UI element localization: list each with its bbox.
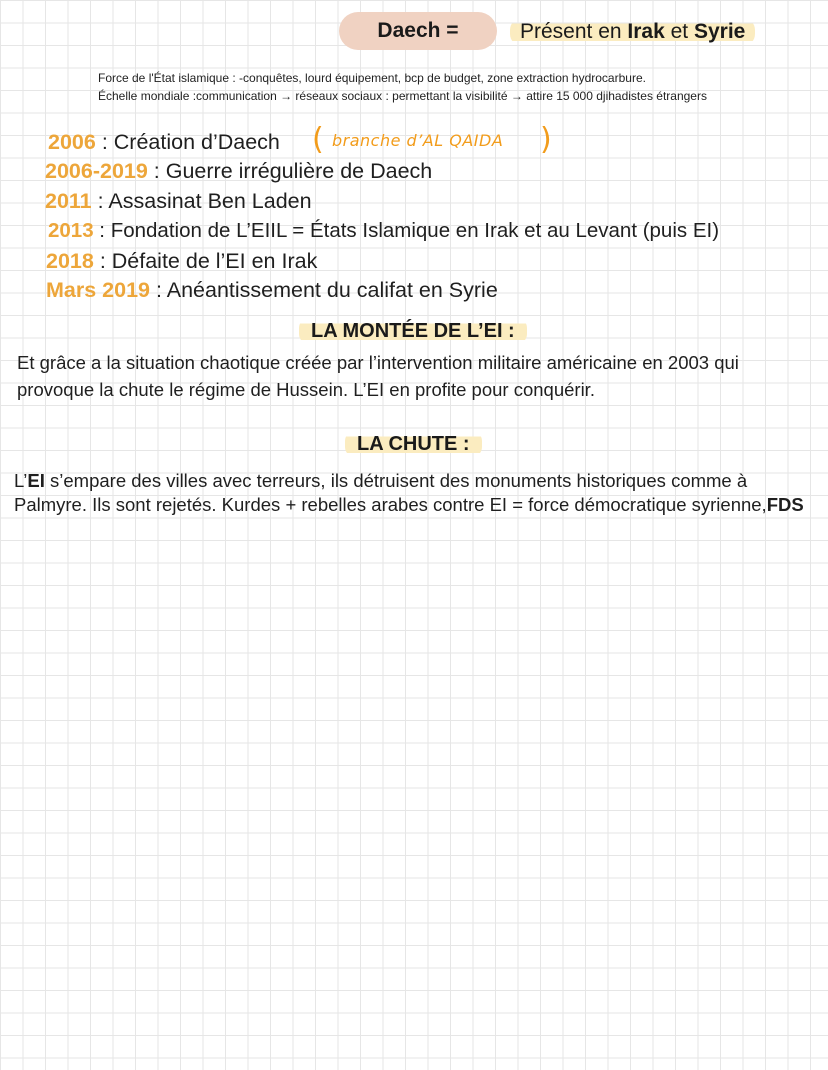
rise-paragraph-line-2: provoque la chute le régime de Hussein. L’EI en profite pour conquérir. — [17, 379, 595, 400]
fall-text-start: L’ — [14, 470, 28, 491]
handwritten-note-text: branche d’AL QAIDA — [332, 131, 504, 150]
timeline-item — [46, 247, 317, 275]
timeline-year: 2018 — [46, 249, 94, 273]
timeline-item — [46, 276, 498, 304]
presence-highlight — [510, 18, 755, 46]
presence-prefix: Présent en — [520, 20, 628, 43]
section-heading-rise: LA MONTÉE DE L’EI : — [299, 318, 527, 344]
page-title: Daech = — [377, 19, 459, 42]
timeline-text: : Création d’Daech — [95, 130, 280, 154]
summary-line-2: Échelle mondiale :communication → réseaux sociaux : permettant la visibilité → attire 15 000 djihadistes étrangers — [98, 89, 707, 103]
section-heading-fall: LA CHUTE : — [345, 431, 482, 457]
timeline-year: 2013 — [48, 219, 94, 242]
presence-country-irak: Irak — [627, 20, 665, 43]
fall-paragraph — [14, 469, 814, 517]
presence-and: et — [664, 20, 694, 43]
fall-text-fds: FDS — [766, 494, 804, 515]
timeline-year: 2006 — [48, 130, 96, 154]
timeline-year: 2011 — [45, 189, 92, 213]
timeline-text: : Assasinat Ben Laden — [91, 189, 312, 213]
handwritten-note — [312, 122, 562, 162]
timeline-text: : Fondation de L’EIIL = États Islamique en Irak et au Levant (puis EI) — [93, 219, 720, 242]
title-pill — [339, 12, 497, 50]
timeline-year: 2006-2019 — [45, 159, 148, 183]
timeline-text: : Anéantissement du califat en Syrie — [150, 278, 498, 302]
summary-line-1: Force de l'État islamique : -conquêtes, lourd équipement, bcp de budget, zone extraction hydrocarbure. — [98, 71, 646, 85]
timeline-item — [48, 217, 719, 245]
timeline-text: : Guerre irrégulière de Daech — [147, 159, 433, 183]
note-close-paren: ) — [540, 122, 552, 157]
timeline-item — [45, 187, 312, 215]
note-open-paren: ( — [312, 122, 324, 157]
fall-text-body: s’empare des villes avec terreurs, ils détruisent des monuments historiques comme à Palmyre. Ils sont rejetés. Kurdes + rebelles arabes contre EI = force démocratique syrienne, — [14, 470, 767, 515]
presence-country-syrie: Syrie — [693, 20, 746, 43]
timeline-year: Mars 2019 — [46, 278, 150, 302]
timeline-item — [48, 128, 280, 156]
fall-text-ei: EI — [27, 470, 45, 491]
timeline-item — [45, 157, 432, 185]
timeline-text: : Défaite de l’EI en Irak — [93, 249, 318, 273]
rise-paragraph-line-1: Et grâce a la situation chaotique créée par l’intervention militaire américaine en 2003 qui — [17, 352, 739, 373]
